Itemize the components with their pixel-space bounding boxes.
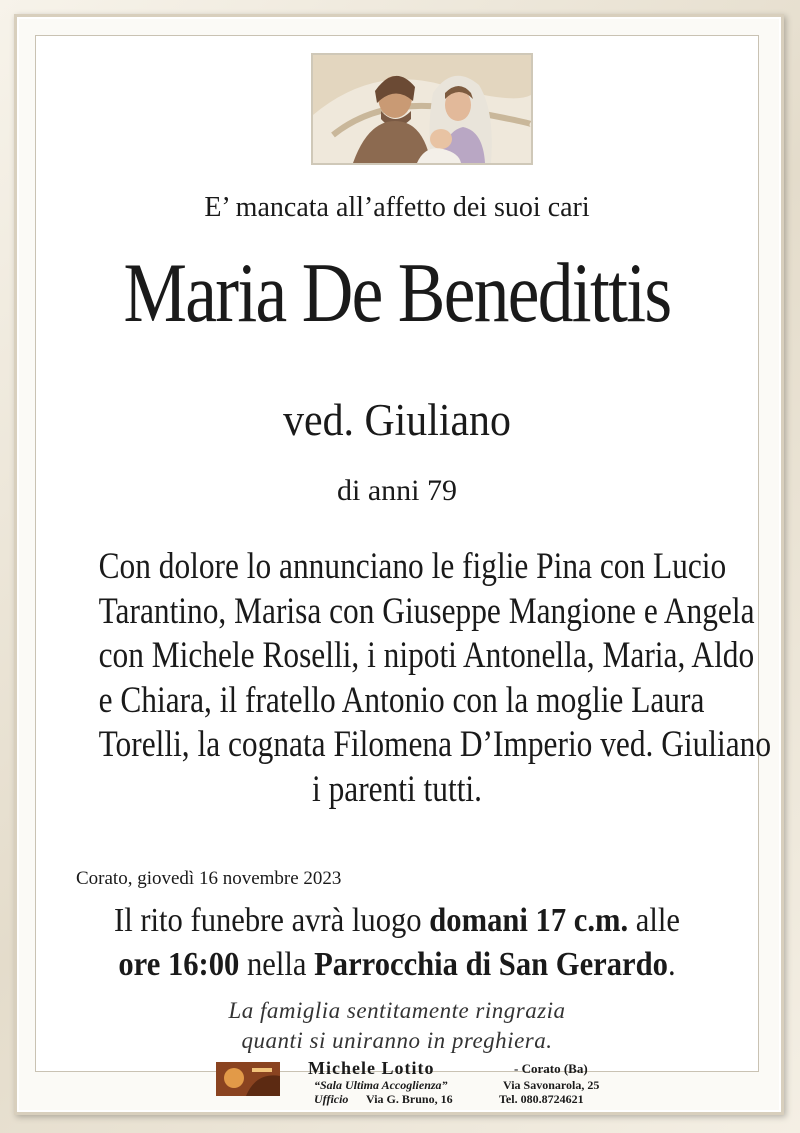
- agency-logo: [216, 1062, 280, 1096]
- agency-logo-art: [216, 1062, 280, 1096]
- announcement-line: Con dolore lo annunciano le figlie Pina con Lucio: [98, 545, 727, 586]
- widow-of-line: ved. Giuliano: [283, 395, 511, 445]
- agency-town: - Corato (Ba): [514, 1061, 588, 1076]
- agency-phone: Tel. 080.8724621: [499, 1092, 584, 1106]
- rite-line-2: [72, 946, 722, 984]
- agency-name: Michele Lotito: [308, 1058, 435, 1078]
- announcement-line: e Chiara, il fratello Antonio con la moglie Laura: [98, 678, 705, 720]
- frame-inner: [14, 14, 784, 1115]
- thanks-line-2: quanti si uniranno in preghiera.: [241, 1028, 553, 1053]
- deceased-name: Maria De Benedittis: [123, 246, 671, 340]
- rite-text: nella: [239, 946, 315, 983]
- agency-sala: “Sala Ultima Accoglienza”: [314, 1078, 448, 1092]
- agency-office-label: Ufficio: [314, 1092, 349, 1106]
- announcement-line: i parenti tutti.: [311, 767, 482, 809]
- rite-date: domani 17 c.m.: [429, 902, 629, 939]
- announcement-line: Tarantino, Marisa con Giuseppe Mangione e Angela: [98, 589, 755, 631]
- rite-text: alle: [628, 902, 680, 939]
- holy-family-image: [311, 53, 533, 165]
- announcement-text: [98, 544, 772, 811]
- notice-paper: [35, 35, 772, 1106]
- agency-address-1: Via Savonarola, 25: [503, 1078, 600, 1092]
- holy-family-illustration: [313, 55, 531, 163]
- announcement-line: Torelli, la cognata Filomena D’Imperio ved. Giuliano: [98, 723, 772, 764]
- rite-text: Il rito funebre avrà luogo: [114, 902, 430, 939]
- rite-line-1: [72, 902, 722, 940]
- rite-text: .: [667, 946, 676, 983]
- thanks-line-1: La famiglia sentitamente ringrazia: [228, 998, 566, 1023]
- rite-church: Parrocchia di San Gerardo: [314, 946, 668, 983]
- age-line: di anni 79: [337, 474, 457, 507]
- intro-line: E’ mancata all’affetto dei suoi cari: [204, 192, 590, 223]
- agency-address-2: Via G. Bruno, 16: [366, 1092, 453, 1106]
- funeral-agency-block: [216, 1058, 636, 1108]
- place-date: Corato, giovedì 16 novembre 2023: [76, 868, 342, 889]
- rite-time: ore 16:00: [118, 946, 240, 983]
- announcement-line: con Michele Roselli, i nipoti Antonella, Maria, Aldo: [98, 634, 755, 675]
